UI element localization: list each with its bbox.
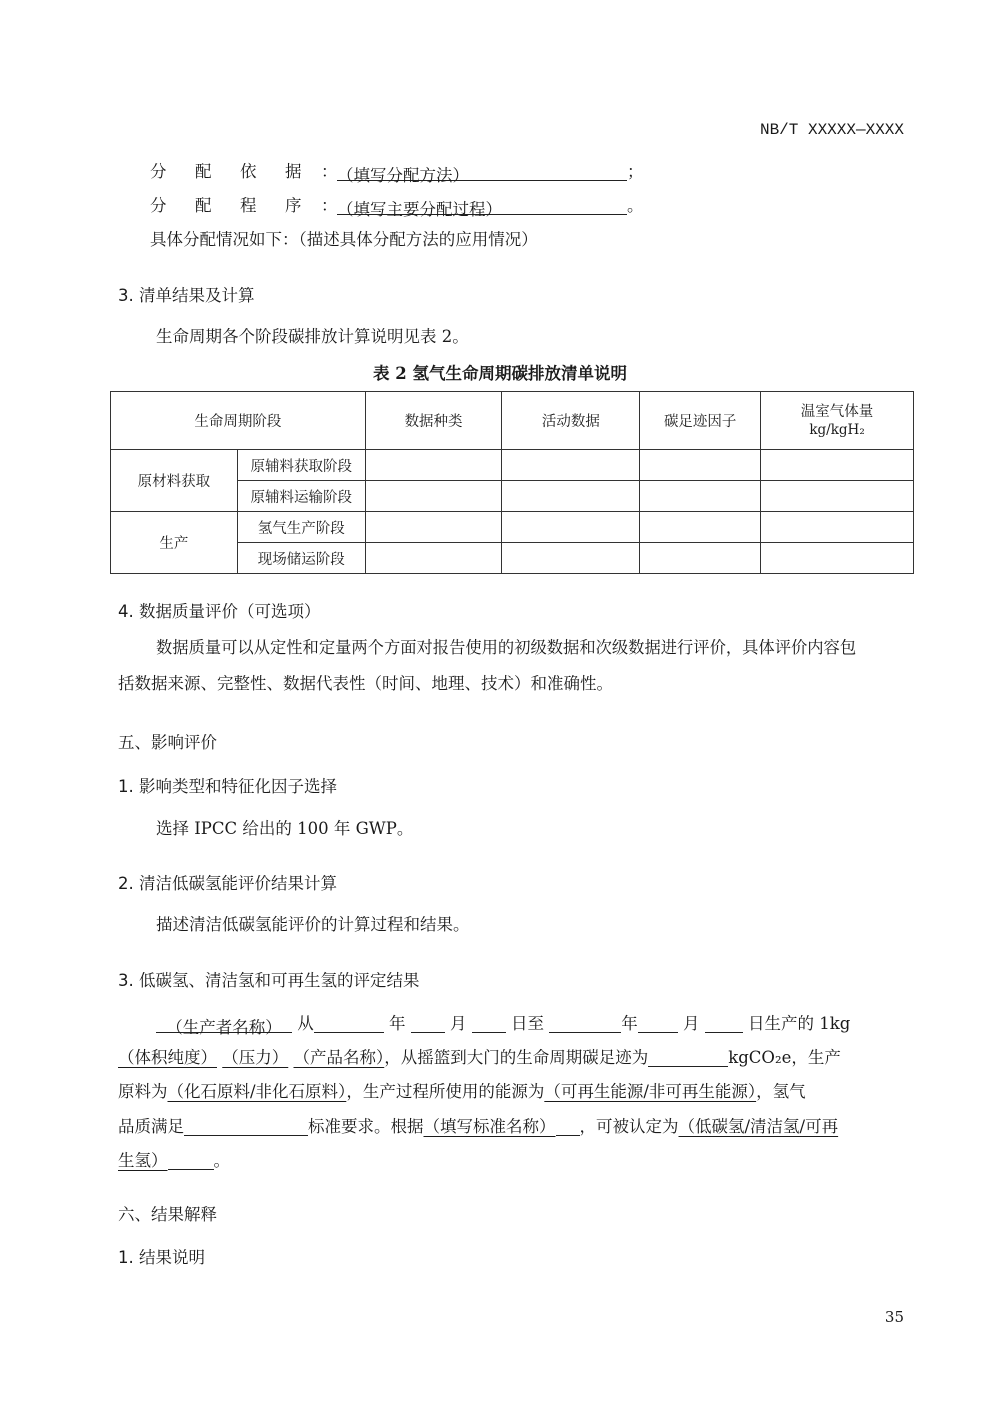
text: 月 <box>683 1014 700 1033</box>
raw-material-field: （化石原料/非化石原料） <box>167 1082 347 1101</box>
proc-fill-field <box>337 196 627 219</box>
cell <box>761 512 914 543</box>
cell <box>502 543 640 574</box>
energy-field: （可再生能源/非可再生能源） <box>544 1082 757 1101</box>
paragraph-line: 数据质量可以从定性和定量两个方面对报告使用的初级数据和次级数据进行评价，具体评价内容包 <box>156 638 857 657</box>
classification-field-end: 生氢） <box>118 1151 168 1170</box>
month-from-blank <box>411 1014 445 1033</box>
end-punct: ； <box>627 162 644 181</box>
label-char: 据 <box>285 162 302 181</box>
stage-name: 现场储运阶段 <box>237 543 365 574</box>
group-name: 原材料获取 <box>111 450 238 512</box>
header-ghg-title: 温室气体量 <box>800 403 874 420</box>
emission-inventory-table <box>110 391 914 574</box>
producer-field <box>156 1014 292 1037</box>
table-header-row <box>111 392 914 450</box>
cell <box>502 481 640 512</box>
cell <box>640 512 761 543</box>
allocation-procedure-line <box>150 192 644 219</box>
cell <box>502 512 640 543</box>
allocation-detail: 具体分配情况如下：（描述具体分配方法的应用情况） <box>150 230 538 249</box>
table-row <box>111 450 914 481</box>
text: ，生产过程所使用的能源为 <box>346 1082 545 1101</box>
part-heading: 六、结果解释 <box>118 1205 217 1224</box>
text: ，氢气 <box>756 1082 806 1101</box>
quality-blank <box>184 1117 308 1136</box>
header-ghg-unit: kg/kgH₂ <box>809 421 865 438</box>
text: 日至 <box>511 1014 544 1033</box>
text: 原料为 <box>118 1082 168 1101</box>
text: 。 <box>213 1151 230 1170</box>
result-line-4 <box>118 1113 838 1137</box>
label-char: 依 <box>240 162 257 181</box>
section-heading: 3. 低碳氢、清洁氢和可再生氢的评定结果 <box>118 971 420 990</box>
month-to-blank <box>638 1014 678 1033</box>
classification-tail <box>168 1151 214 1170</box>
cell <box>502 450 640 481</box>
header-factor: 碳足迹因子 <box>640 392 761 450</box>
basis-fill-field <box>337 162 627 185</box>
table-row <box>111 512 914 543</box>
header-activity: 活动数据 <box>502 392 640 450</box>
result-line-3 <box>118 1078 806 1102</box>
cell <box>640 481 761 512</box>
stage-name: 原辅料获取阶段 <box>237 450 365 481</box>
year-from-blank <box>314 1014 384 1033</box>
section-heading: 1. 结果说明 <box>118 1248 205 1267</box>
section-text: 选择 IPCC 给出的 100 年 GWP。 <box>156 819 414 838</box>
cell <box>365 450 502 481</box>
text: 年 <box>621 1014 638 1033</box>
colon: ： <box>321 196 338 215</box>
header-ghg <box>761 392 914 450</box>
section-heading: 4. 数据质量评价（可选项） <box>118 602 321 621</box>
section-text: 生命周期各个阶段碳排放计算说明见表 2。 <box>156 327 469 346</box>
standard-tail <box>556 1117 580 1136</box>
label-char: 程 <box>240 196 257 215</box>
text: 年 <box>389 1014 406 1033</box>
paragraph-line: 括数据来源、完整性、数据代表性（时间、地理、技术）和准确性。 <box>118 674 613 693</box>
document-code: NB/T XXXXX—XXXX <box>759 121 904 139</box>
text: 标准要求。根据 <box>308 1117 424 1136</box>
cell <box>761 450 914 481</box>
text: 月 <box>450 1014 467 1033</box>
product-field: （产品名称） <box>293 1048 385 1067</box>
label-char: 配 <box>195 196 212 215</box>
cell <box>761 543 914 574</box>
cell <box>761 481 914 512</box>
pressure-field: （压力） <box>222 1048 289 1067</box>
text: 从 <box>297 1014 314 1033</box>
part-heading: 五、影响评价 <box>118 733 217 752</box>
allocation-basis-line <box>150 158 644 185</box>
result-line-2 <box>118 1044 841 1068</box>
standard-field: （填写标准名称） <box>423 1117 556 1136</box>
label-char: 分 <box>150 162 167 181</box>
text: kgCO₂e，生产 <box>728 1048 841 1067</box>
header-stage: 生命周期阶段 <box>111 392 366 450</box>
page-number: 35 <box>884 1308 904 1326</box>
label-char: 配 <box>195 162 212 181</box>
classification-field: （低碳氢/清洁氢/可再 <box>678 1117 839 1136</box>
text: 日生产的 1kg <box>748 1014 851 1033</box>
result-line-5 <box>118 1147 230 1171</box>
text: 品质满足 <box>118 1117 184 1136</box>
text: ，从摇篮到大门的生命周期碳足迹为 <box>384 1048 649 1067</box>
day-from-blank <box>472 1014 506 1033</box>
table-caption: 表 2 氢气生命周期碳排放清单说明 <box>373 364 627 383</box>
label-char: 分 <box>150 196 167 215</box>
header-data-type: 数据种类 <box>365 392 502 450</box>
colon: ： <box>321 162 338 181</box>
result-line-1 <box>156 1010 851 1037</box>
text: ，可被认定为 <box>579 1117 679 1136</box>
day-to-blank <box>705 1014 743 1033</box>
year-to-blank <box>549 1014 621 1033</box>
end-punct: 。 <box>627 196 644 215</box>
footprint-blank <box>648 1048 728 1067</box>
section-heading: 3. 清单结果及计算 <box>118 286 255 305</box>
label-char: 序 <box>285 196 302 215</box>
cell <box>365 512 502 543</box>
producer-text: （生产者名称） <box>166 1018 282 1037</box>
cell <box>640 543 761 574</box>
proc-fill-text: （填写主要分配过程） <box>337 200 502 219</box>
group-name: 生产 <box>111 512 238 574</box>
basis-fill-text: （填写分配方法） <box>337 166 469 185</box>
section-text: 描述清洁低碳氢能评价的计算过程和结果。 <box>156 915 470 934</box>
stage-name: 原辅料运输阶段 <box>237 481 365 512</box>
cell <box>640 450 761 481</box>
section-heading: 2. 清洁低碳氢能评价结果计算 <box>118 874 337 893</box>
purity-field: （体积纯度） <box>118 1048 217 1067</box>
stage-name: 氢气生产阶段 <box>237 512 365 543</box>
section-heading: 1. 影响类型和特征化因子选择 <box>118 777 337 796</box>
cell <box>365 543 502 574</box>
cell <box>365 481 502 512</box>
